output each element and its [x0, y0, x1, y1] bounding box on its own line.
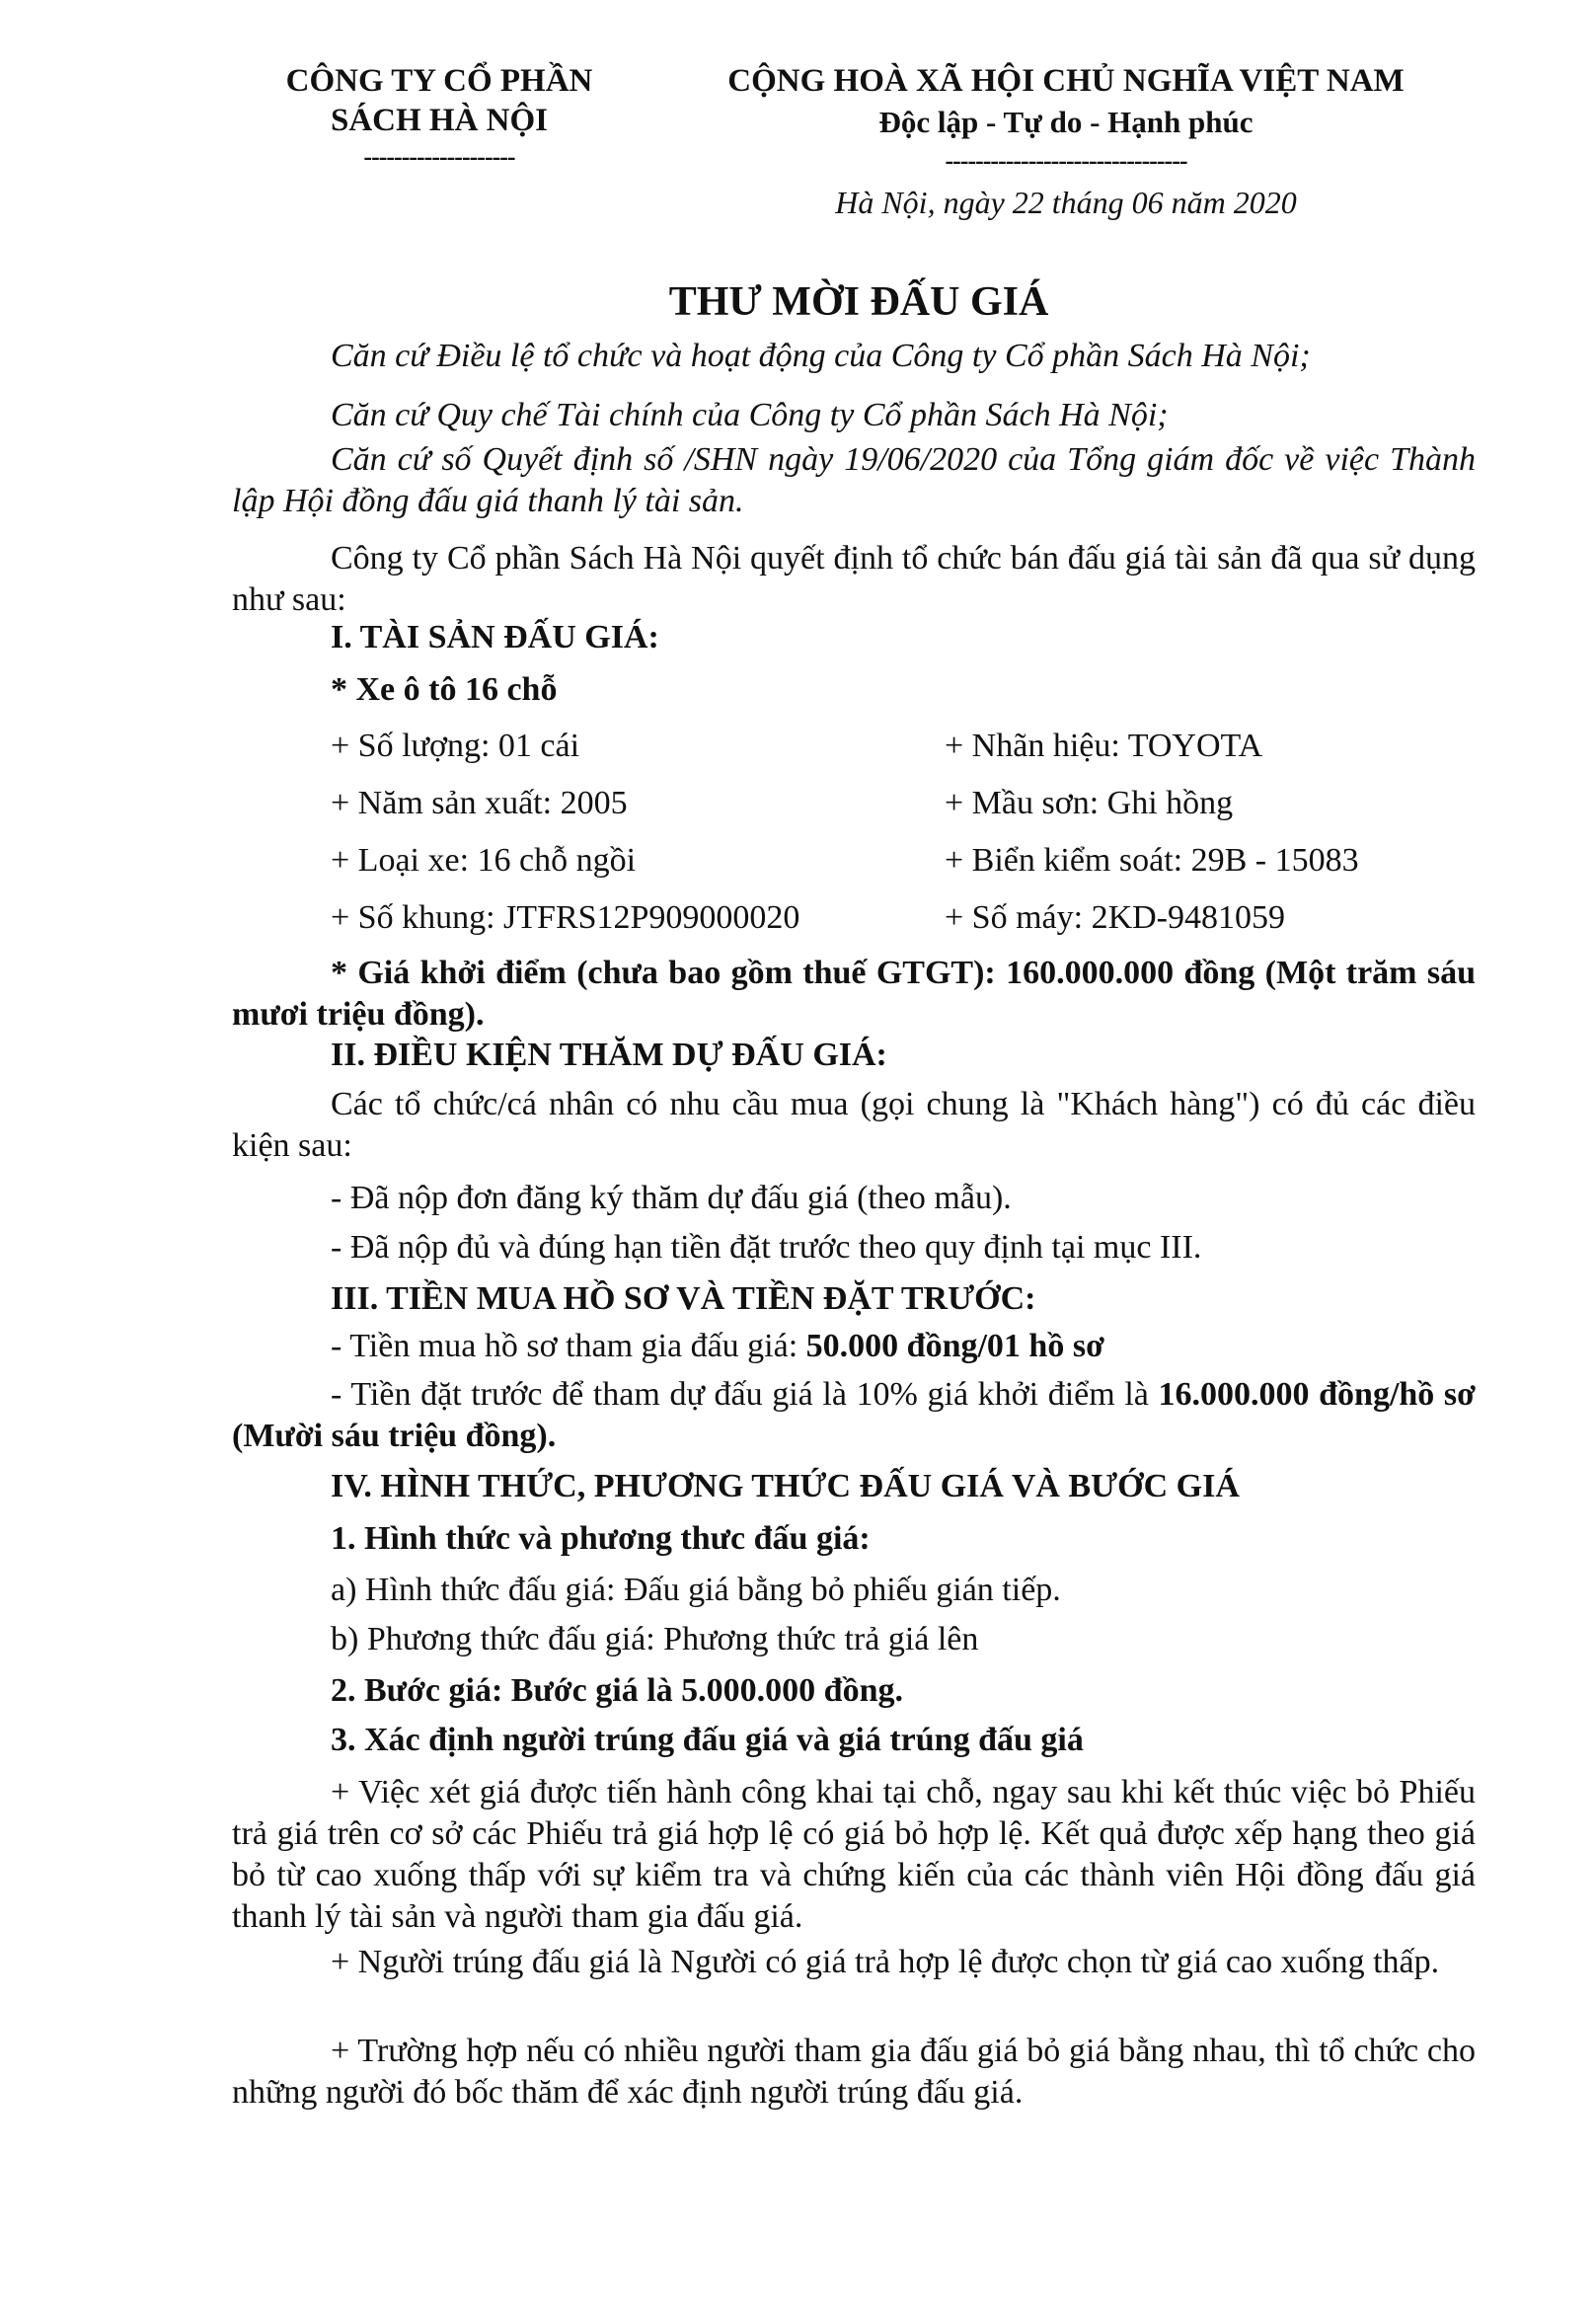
asset-item: * Xe ô tô 16 chỗ — [331, 671, 558, 708]
section-2-intro: Các tổ chức/cá nhân có nhu cầu mua (gọi chung là "Khách hàng") có đủ các điều kiện sau: — [232, 1086, 1476, 1164]
bid-step: 2. Bước giá: Bước giá là 5.000.000 đồng. — [331, 1672, 903, 1709]
section-2-heading: II. ĐIỀU KIỆN THĂM DỰ ĐẤU GIÁ: — [331, 1037, 887, 1073]
section-3-heading: III. TIỀN MUA HỒ SƠ VÀ TIỀN ĐẶT TRƯỚC: — [331, 1280, 1036, 1317]
company-separator: -------------------- — [363, 142, 515, 171]
spec-engine: + Số máy: 2KD-9481059 — [945, 899, 1285, 936]
dossier-fee: - Tiền mua hồ sơ tham gia đấu giá: 50.000 đồng/01 hồ sơ — [331, 1328, 1104, 1364]
national-title: CỘNG HOÀ XÃ HỘI CHỦ NGHĨA VIỆT NAM — [727, 63, 1405, 99]
rule-1: + Việc xét giá được tiến hành công khai tại chỗ, ngay sau khi kết thúc việc bỏ Phiếu trả giá trên cơ sở các Phiếu trả giá hợp lệ có giá bỏ hợp lệ. Kết quả được xếp hạng theo giá bỏ từ cao xuống thấp với sự kiểm tra và chứng kiến của các thành viên Hội đồng đấu giá thanh lý tài sản và người tham gia đấu giá. — [232, 1774, 1476, 1935]
section-4-sub3: 3. Xác định người trúng đấu giá và giá trúng đấu giá — [331, 1722, 1084, 1758]
spec-type: + Loại xe: 16 chỗ ngồi — [331, 842, 637, 879]
deposit-amount: - Tiền đặt trước để tham dự đấu giá là 10% giá khởi điểm là 16.000.000 đồng/hồ sơ (Mười sáu triệu đồng). — [232, 1376, 1476, 1454]
condition-2: - Đã nộp đủ và đúng hạn tiền đặt trước theo quy định tại mục III. — [331, 1229, 1202, 1266]
auction-form: a) Hình thức đấu giá: Đấu giá bằng bỏ phiếu gián tiếp. — [331, 1572, 1061, 1608]
company-name-line1: CÔNG TY CỔ PHẦN — [285, 63, 593, 99]
rule-2: + Người trúng đấu giá là Người có giá trả hợp lệ được chọn từ giá cao xuống thấp. — [331, 1944, 1440, 1980]
starting-price: * Giá khởi điểm (chưa bao gồm thuế GTGT): 160.000.000 đồng (Một trăm sáu mươi triệu đồng). — [232, 955, 1476, 1033]
basis-2: Căn cứ Quy chế Tài chính của Công ty Cổ phần Sách Hà Nội; — [331, 397, 1169, 433]
company-name-line2: SÁCH HÀ NỘI — [330, 103, 549, 138]
spec-color: + Mầu sơn: Ghi hồng — [945, 785, 1234, 821]
spec-year: + Năm sản xuất: 2005 — [331, 785, 628, 821]
basis-3: Căn cứ số Quyết định số /SHN ngày 19/06/2020 của Tổng giám đốc về việc Thành lập Hội đồng đấu giá thanh lý tài sản. — [232, 441, 1476, 519]
auction-method: b) Phương thức đấu giá: Phương thức trả giá lên — [331, 1621, 979, 1657]
national-motto: Độc lập - Tự do - Hạnh phúc — [878, 105, 1254, 139]
spec-quantity: + Số lượng: 01 cái — [331, 728, 580, 764]
section-4-heading: IV. HÌNH THỨC, PHƯƠNG THỨC ĐẤU GIÁ VÀ BƯỚC GIÁ — [331, 1468, 1240, 1504]
spec-chassis: + Số khung: JTFRS12P909000020 — [331, 899, 800, 936]
rule-3: + Trường hợp nếu có nhiều người tham gia đấu giá bỏ giá bằng nhau, thì tổ chức cho những người đó bốc thăm để xác định người trúng đấu giá. — [232, 2033, 1476, 2111]
section-1-heading: I. TÀI SẢN ĐẤU GIÁ: — [331, 619, 659, 655]
document-title: THƯ MỜI ĐẤU GIÁ — [668, 279, 1049, 325]
condition-1: - Đã nộp đơn đăng ký thăm dự đấu giá (theo mẫu). — [331, 1180, 1012, 1216]
section-4-sub1: 1. Hình thức và phương thưc đấu giá: — [331, 1520, 871, 1557]
national-separator: -------------------------------- — [945, 146, 1187, 175]
spec-brand: + Nhãn hiệu: TOYOTA — [945, 728, 1263, 764]
spec-plate: + Biển kiểm soát: 29B - 15083 — [945, 842, 1359, 879]
document-date: Hà Nội, ngày 22 tháng 06 năm 2020 — [835, 185, 1297, 220]
basis-1: Căn cứ Điều lệ tổ chức và hoạt động của Công ty Cổ phần Sách Hà Nội; — [331, 338, 1311, 374]
intro-paragraph: Công ty Cổ phần Sách Hà Nội quyết định tổ chức bán đấu giá tài sản đã qua sử dụng như sau: — [232, 540, 1476, 618]
